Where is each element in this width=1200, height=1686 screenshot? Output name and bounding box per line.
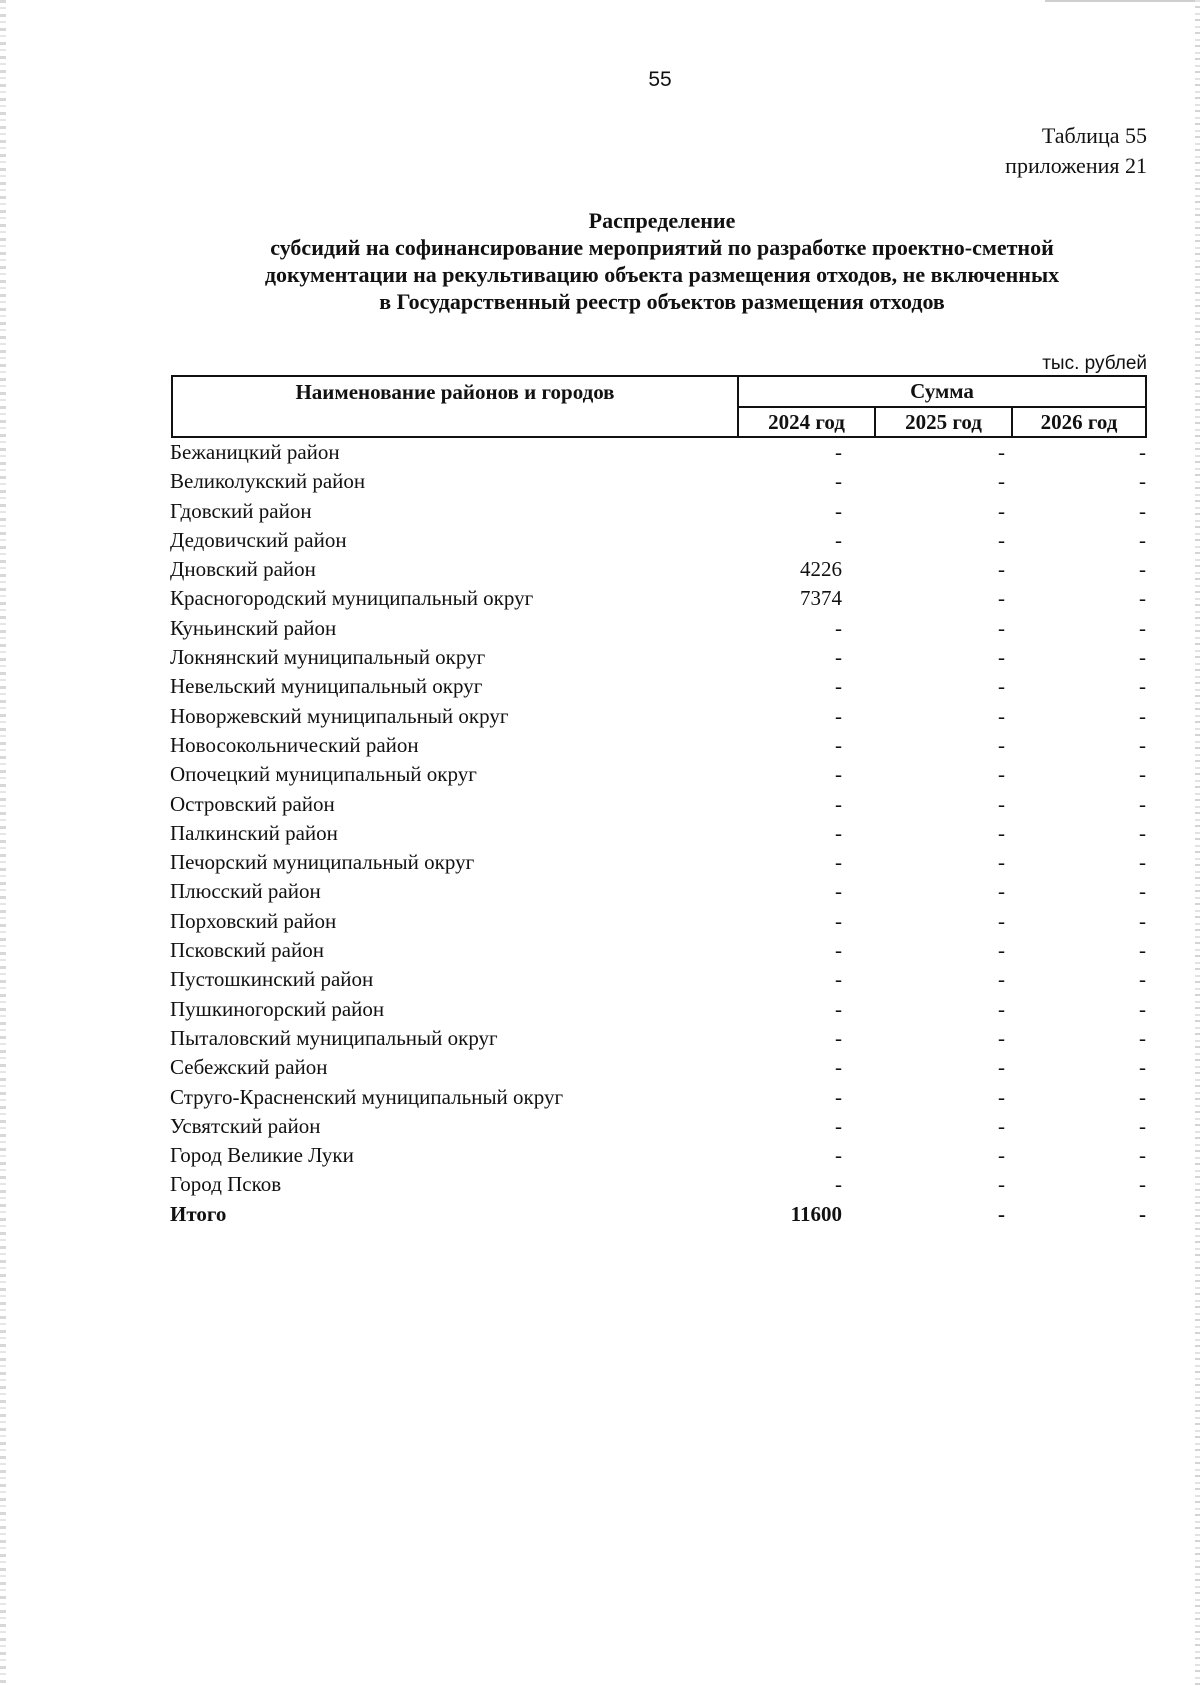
row-district-name: Себежский район	[170, 1055, 328, 1080]
total-value-2024: 11600	[790, 1201, 842, 1226]
row-value-2024: -	[835, 762, 842, 787]
row-value-2025: -	[998, 1113, 1005, 1138]
row-value-2025: -	[998, 996, 1005, 1021]
row-value-2024: -	[835, 908, 842, 933]
row-value-2026: -	[1139, 469, 1146, 494]
row-value-2026: -	[1139, 938, 1146, 963]
row-value-2026: -	[1139, 703, 1146, 728]
row-value-2025: -	[998, 938, 1005, 963]
table-body	[170, 438, 1146, 1229]
row-value-2025: -	[998, 586, 1005, 611]
table-row	[170, 614, 1146, 643]
row-district-name: Красногородский муниципальный округ	[170, 586, 534, 611]
row-value-2024: -	[835, 967, 842, 992]
row-district-name: Гдовский район	[170, 498, 312, 523]
table-row	[170, 584, 1146, 613]
units-label: тыс. рублей	[1042, 353, 1147, 374]
row-district-name: Дедовичский район	[170, 527, 347, 552]
row-value-2025: -	[998, 1084, 1005, 1109]
row-value-2024: -	[835, 938, 842, 963]
row-value-2024: -	[835, 645, 842, 670]
row-value-2024: -	[835, 732, 842, 757]
scan-edge-right	[1195, 0, 1200, 1686]
table-row	[170, 643, 1146, 672]
row-value-2026: -	[1139, 996, 1146, 1021]
total-value-2025: -	[998, 1201, 1005, 1226]
table-row	[170, 1170, 1146, 1199]
table-row	[170, 877, 1146, 906]
page-number: 55	[648, 68, 672, 91]
row-value-2025: -	[998, 674, 1005, 699]
row-district-name: Палкинский район	[170, 820, 338, 845]
row-value-2025: -	[998, 1143, 1005, 1168]
row-district-name: Порховский район	[170, 908, 337, 933]
row-value-2024: -	[835, 879, 842, 904]
header-year-2024: 2024 год	[737, 406, 876, 438]
table-row	[170, 438, 1146, 467]
row-value-2024: -	[835, 615, 842, 640]
row-value-2026: -	[1139, 732, 1146, 757]
row-value-2026: -	[1139, 674, 1146, 699]
row-district-name: Пушкиногорский район	[170, 996, 385, 1021]
row-value-2025: -	[998, 498, 1005, 523]
row-district-name: Великолукский район	[170, 469, 366, 494]
total-label: Итого	[170, 1201, 227, 1226]
row-value-2024: -	[835, 1113, 842, 1138]
row-value-2026: -	[1139, 586, 1146, 611]
row-value-2025: -	[998, 820, 1005, 845]
table-row	[170, 526, 1146, 555]
row-district-name: Куньинский район	[170, 615, 337, 640]
row-value-2024: -	[835, 527, 842, 552]
header-year-2025: 2025 год	[874, 406, 1013, 438]
table-row	[170, 936, 1146, 965]
document-title	[160, 207, 1164, 315]
title-line-1: Распределение	[588, 208, 736, 233]
row-value-2024: -	[835, 1055, 842, 1080]
scan-edge-left	[0, 0, 6, 1686]
row-value-2024: -	[835, 703, 842, 728]
table-total-row	[170, 1200, 1146, 1229]
row-value-2024: -	[835, 820, 842, 845]
table-header	[171, 375, 1147, 438]
row-value-2026: -	[1139, 908, 1146, 933]
row-value-2024: -	[835, 850, 842, 875]
table-row	[170, 1083, 1146, 1112]
row-value-2024: -	[835, 469, 842, 494]
scan-top-rule	[1045, 0, 1195, 2]
row-value-2026: -	[1139, 967, 1146, 992]
row-district-name: Плюсский район	[170, 879, 321, 904]
row-district-name: Новосокольнический район	[170, 732, 419, 757]
row-value-2026: -	[1139, 791, 1146, 816]
row-value-2024: -	[835, 498, 842, 523]
row-value-2024: -	[835, 1084, 842, 1109]
row-value-2025: -	[998, 791, 1005, 816]
total-value-2026: -	[1139, 1201, 1146, 1226]
row-value-2025: -	[998, 1025, 1005, 1050]
row-value-2025: -	[998, 703, 1005, 728]
title-line-4: в Государственный реестр объектов размещения отходов	[379, 289, 945, 314]
table-row	[170, 760, 1146, 789]
row-value-2024: -	[835, 1143, 842, 1168]
row-value-2026: -	[1139, 762, 1146, 787]
header-year-2026: 2026 год	[1011, 406, 1147, 438]
row-district-name: Усвятский район	[170, 1113, 321, 1138]
row-value-2025: -	[998, 469, 1005, 494]
row-value-2025: -	[998, 645, 1005, 670]
row-value-2026: -	[1139, 557, 1146, 582]
row-value-2025: -	[998, 732, 1005, 757]
row-value-2026: -	[1139, 645, 1146, 670]
title-line-2: субсидий на софинансирование мероприятий по разработке проектно-сметной	[270, 235, 1054, 260]
row-value-2025: -	[998, 967, 1005, 992]
row-district-name: Островский район	[170, 791, 335, 816]
row-value-2024: -	[835, 1025, 842, 1050]
table-row	[170, 819, 1146, 848]
table-row	[170, 995, 1146, 1024]
table-row	[170, 965, 1146, 994]
table-row	[170, 672, 1146, 701]
row-value-2026: -	[1139, 527, 1146, 552]
appendix-number: приложения 21	[1005, 153, 1147, 178]
table-row	[170, 702, 1146, 731]
header-name: Наименование районов и городов	[171, 375, 739, 438]
row-value-2026: -	[1139, 498, 1146, 523]
row-value-2026: -	[1139, 1113, 1146, 1138]
table-row	[170, 731, 1146, 760]
table-row	[170, 790, 1146, 819]
row-value-2025: -	[998, 879, 1005, 904]
row-district-name: Псковский район	[170, 938, 324, 963]
row-value-2026: -	[1139, 1143, 1146, 1168]
row-district-name: Локнянский муниципальный округ	[170, 645, 486, 670]
row-value-2026: -	[1139, 615, 1146, 640]
row-value-2025: -	[998, 1172, 1005, 1197]
table-row	[170, 497, 1146, 526]
title-line-3: документации на рекультивацию объекта размещения отходов, не включенных	[264, 262, 1060, 287]
row-district-name: Пыталовский муниципальный округ	[170, 1025, 498, 1050]
table-row	[170, 1024, 1146, 1053]
row-value-2024: -	[835, 791, 842, 816]
row-value-2026: -	[1139, 879, 1146, 904]
row-value-2024: 4226	[800, 557, 842, 582]
row-value-2026: -	[1139, 1025, 1146, 1050]
row-value-2026: -	[1139, 1084, 1146, 1109]
row-district-name: Опочецкий муниципальный округ	[170, 762, 477, 787]
table-reference	[1005, 121, 1147, 181]
row-value-2025: -	[998, 850, 1005, 875]
row-value-2025: -	[998, 1055, 1005, 1080]
row-value-2026: -	[1139, 1055, 1146, 1080]
table-row	[170, 1053, 1146, 1082]
row-value-2025: -	[998, 557, 1005, 582]
row-district-name: Город Великие Луки	[170, 1143, 354, 1168]
row-district-name: Невельский муниципальный округ	[170, 674, 483, 699]
row-value-2026: -	[1139, 440, 1146, 464]
row-value-2024: -	[835, 440, 842, 464]
row-value-2026: -	[1139, 1172, 1146, 1197]
table-row	[170, 467, 1146, 496]
row-value-2026: -	[1139, 820, 1146, 845]
table-row	[170, 1141, 1146, 1170]
row-value-2026: -	[1139, 850, 1146, 875]
row-value-2025: -	[998, 762, 1005, 787]
row-district-name: Дновский район	[170, 557, 316, 582]
row-district-name: Бежаницкий район	[170, 440, 340, 464]
row-value-2025: -	[998, 527, 1005, 552]
table-row	[170, 907, 1146, 936]
row-district-name: Струго-Красненский муниципальный округ	[170, 1084, 564, 1109]
row-value-2024: 7374	[800, 586, 842, 611]
table-row	[170, 1112, 1146, 1141]
row-value-2025: -	[998, 440, 1005, 464]
row-value-2025: -	[998, 615, 1005, 640]
row-district-name: Город Псков	[170, 1172, 282, 1197]
table-number: Таблица 55	[1041, 123, 1147, 148]
table-row	[170, 848, 1146, 877]
row-value-2024: -	[835, 996, 842, 1021]
row-value-2025: -	[998, 908, 1005, 933]
row-district-name: Новоржевский муниципальный округ	[170, 703, 509, 728]
row-value-2024: -	[835, 674, 842, 699]
header-sum: Сумма	[737, 375, 1147, 408]
row-value-2024: -	[835, 1172, 842, 1197]
row-district-name: Пустошкинский район	[170, 967, 374, 992]
row-district-name: Печорский муниципальный округ	[170, 850, 475, 875]
table-row	[170, 555, 1146, 584]
